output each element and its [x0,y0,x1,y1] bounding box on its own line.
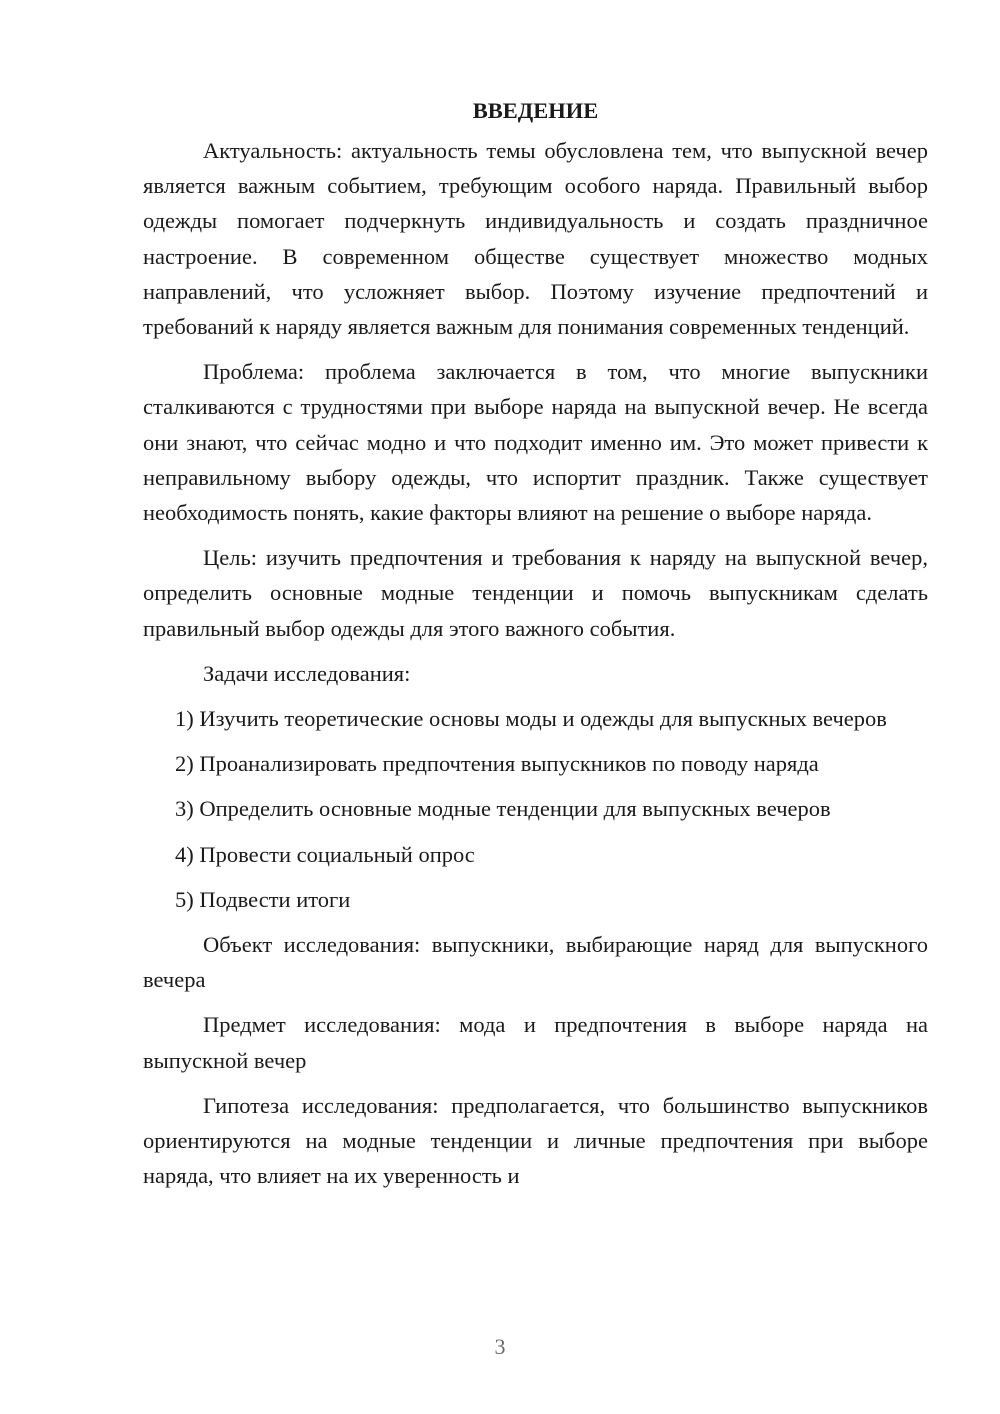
relevance-paragraph: Актуальность: актуальность темы обусловлена тем, что выпускной вечер является важным событием, требующим особого наряда. Правильный выбор одежды помогает подчеркнуть индивидуальность и создать праздничное настроение. В современном обществе существует множество модных направлений, что усложняет выбор. Поэтому изучение предпочтений и требований к наряду является важным для понимания современных тенденций. [143,138,928,340]
page-number: 3 [494,1334,506,1359]
page-content [143,93,928,1203]
task-item-5: 5) Подвести итоги [175,886,351,912]
problem-paragraph: Проблема: проблема заключается в том, что многие выпускники сталкиваются с трудностями при выборе наряда на выпускной вечер. Не всегда они знают, что сейчас модно и что подходит именно им. Это может привести к неправильному выбору одежды, что испортит праздник. Также существует необходимость понять, какие факторы влияют на решение о выборе наряда. [143,359,928,526]
object-paragraph: Объект исследования: выпускники, выбирающие наряд для выпускного вечера [143,932,928,993]
subject-paragraph: Предмет исследования: мода и предпочтения в выборе наряда на выпускной вечер [143,1012,928,1073]
task-item-3: 3) Определить основные модные тенденции для выпускных вечеров [175,796,831,822]
section-title: ВВЕДЕНИЕ [472,98,599,123]
goal-paragraph: Цель: изучить предпочтения и требования к наряду на выпускной вечер, определить основные модные тенденции и помочь выпускникам сделать правильный выбор одежды для этого важного события. [143,545,928,641]
tasks-list [143,701,928,917]
task-item-2: 2) Проанализировать предпочтения выпускников по поводу наряда [175,751,819,777]
tasks-heading: Задачи исследования: [203,660,411,686]
task-item-4: 4) Провести социальный опрос [175,841,475,867]
task-item-1: 1) Изучить теоретические основы моды и одежды для выпускных вечеров [175,706,887,732]
hypothesis-paragraph: Гипотеза исследования: предполагается, что большинство выпускников ориентируются на модные тенденции и личные предпочтения при выборе наряда, что влияет на их уверенность и [143,1092,928,1189]
